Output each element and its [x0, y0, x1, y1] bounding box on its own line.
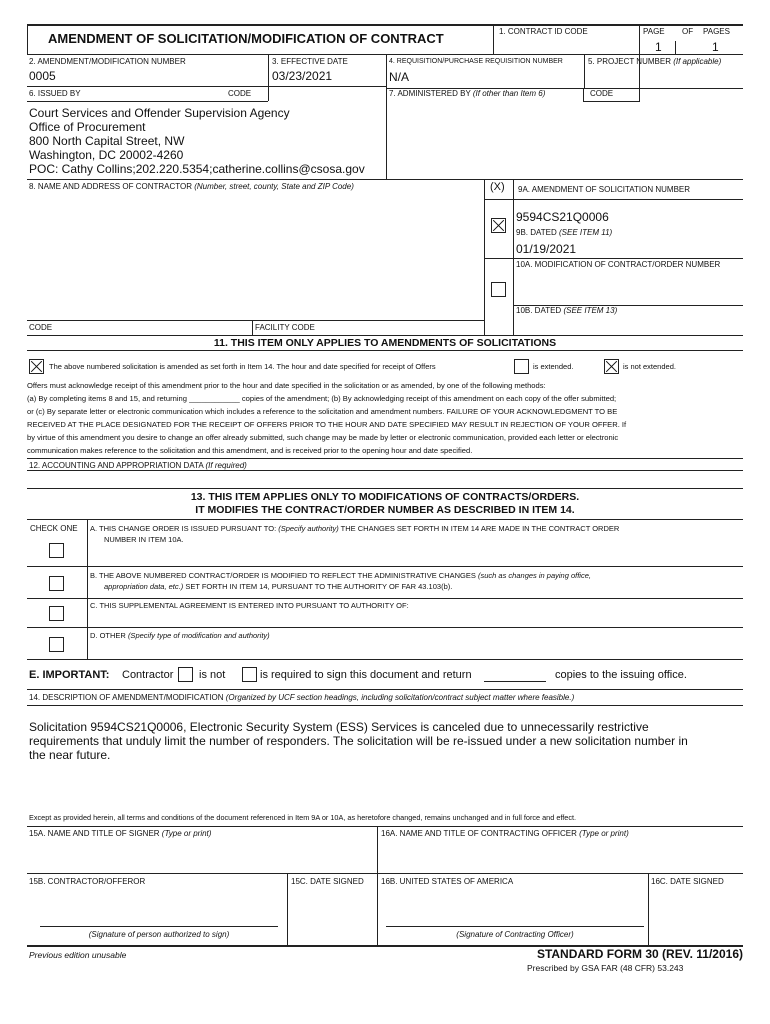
divider: [27, 335, 743, 336]
divider: [648, 873, 649, 946]
item-11-paragraph-line: or (c) By separate letter or electronic communication which includes a reference to the solicitation and amendment numbers. FAILURE OF YOUR ACKNOWLEDGMENT TO BE: [27, 407, 618, 416]
copies-blank[interactable]: [484, 681, 546, 682]
item-11-amended-checkbox[interactable]: [29, 359, 44, 374]
item-11-not-extended-checkbox[interactable]: [604, 359, 619, 374]
is-not-extended-label: is not extended.: [623, 362, 676, 371]
item-15c-label: 15C. DATE SIGNED: [291, 877, 364, 886]
item-16c-label: 16C. DATE SIGNED: [651, 877, 724, 886]
item-14-description-line: Solicitation 9594CS21Q0006, Electronic Security System (ESS) Services is canceled due to unnecessarily restrictive: [29, 720, 649, 734]
item-13a-checkbox[interactable]: [49, 543, 64, 558]
item-16a-label-note: (Type or print): [579, 829, 629, 838]
divider: [493, 24, 494, 54]
item-13b-text-3: SET FORTH IN ITEM 14, PURSUANT TO THE AUTHORITY OF FAR 43.103(b).: [185, 582, 453, 591]
issuer-line: Court Services and Offender Supervision Agency: [29, 106, 290, 120]
check-one-label: CHECK ONE: [30, 524, 78, 533]
item-15a-label: [29, 829, 211, 839]
divider: [27, 179, 743, 180]
divider: [27, 598, 743, 599]
item-11-paragraph-line: RECEIVED AT THE PLACE DESIGNATED FOR THE RECEIPT OF OFFERS PRIOR TO THE HOUR AND DATE SPECIFIED MAY RESULT IN REJECTION OF YOUR OFFER. If: [27, 420, 627, 429]
item-13c-text: C. THIS SUPPLEMENTAL AGREEMENT IS ENTERED INTO PURSUANT TO AUTHORITY OF:: [90, 601, 409, 610]
divider: [27, 566, 743, 567]
item-12-label: [29, 461, 247, 471]
divider: [583, 101, 639, 102]
divider: [513, 179, 514, 335]
item-9b-label-note: (SEE ITEM 11): [558, 228, 613, 237]
item-13b-text-2: appropriation data, etc.): [104, 582, 184, 591]
item-9b-value: 01/19/2021: [516, 242, 577, 256]
issuer-line: POC: Cathy Collins;202.220.5354;catherine.collins@csosa.gov: [29, 162, 365, 176]
prescribed-by: Prescribed by GSA FAR (48 CFR) 53.243: [527, 963, 684, 973]
issued-by-code-label: CODE: [228, 89, 252, 98]
divider: [27, 350, 743, 351]
form-border-top: [27, 24, 743, 26]
contractor-label-note: (Number, street, county, State and ZIP Code): [194, 182, 354, 191]
divider: [584, 54, 585, 88]
item-11-paragraph-line: by virtue of this amendment you desire to change an offer already submitted, such change may be made by letter or electronic communication, provided each letter or electronic: [27, 433, 619, 442]
form-border-left-top: [27, 24, 28, 54]
item-16b-label: 16B. UNITED STATES OF AMERICA: [381, 877, 514, 886]
item-14-description-line: the near future.: [29, 748, 111, 762]
item-11-paragraph-line: Offers must acknowledge receipt of this amendment prior to the hour and date specified in the solicitation or as amended, by one of the following methods:: [27, 381, 546, 390]
item-13a-text: [90, 524, 619, 534]
important-is-required-checkbox[interactable]: [242, 667, 257, 682]
divider: [386, 926, 644, 927]
item-10-checkbox[interactable]: [491, 282, 506, 297]
divider: [27, 519, 743, 520]
item-10b-label-note: (SEE ITEM 13): [563, 306, 618, 315]
item-14-description: [29, 720, 688, 762]
divider: [27, 659, 743, 660]
administered-by-label-note: (If other than Item 6): [472, 89, 546, 98]
item-13d-note: (Specify type of modification and authority): [127, 631, 270, 640]
divider: [27, 54, 743, 55]
item-13d-text: [90, 631, 270, 641]
divider: [386, 54, 387, 179]
item-12-label-text: 12. ACCOUNTING AND APPROPRIATION DATA: [29, 461, 204, 470]
divider: [675, 41, 676, 54]
item-14-label-note: (Organized by UCF section headings, including solicitation/contract subject matter where feasible.): [225, 693, 575, 702]
is-extended-label: is extended.: [533, 362, 574, 371]
divider: [27, 689, 743, 690]
amendment-number-label: 2. AMENDMENT/MODIFICATION NUMBER: [29, 57, 186, 66]
important-is-required: is required to sign this document and return: [260, 669, 472, 681]
item-10b-label: [516, 306, 617, 316]
item-14-description-line: requirements that unduly limit the number of responders. The solicitation will be re-issued under a new solicitation number in: [29, 734, 688, 748]
important-copies: copies to the issuing office.: [555, 669, 687, 681]
divider: [639, 24, 640, 88]
contract-id-label: 1. CONTRACT ID CODE: [499, 27, 588, 36]
important-contractor: Contractor: [122, 669, 174, 681]
contracting-officer-signature-caption: (Signature of Contracting Officer): [456, 930, 574, 939]
divider: [27, 320, 485, 321]
issuer-line: Washington, DC 20002-4260: [29, 148, 184, 162]
divider: [27, 873, 743, 874]
divider: [87, 519, 88, 659]
divider: [27, 101, 268, 102]
item-13b-text-line2: [104, 582, 452, 592]
item-15a-label-note: (Type or print): [161, 829, 212, 838]
item-9a-value: 9594CS21Q0006: [516, 210, 609, 224]
requisition-number-label: 4. REQUISITION/PURCHASE REQUISITION NUMBER: [389, 58, 563, 65]
item-11-extended-checkbox[interactable]: [514, 359, 529, 374]
administered-by-label-text: 7. ADMINISTERED BY: [389, 89, 471, 98]
project-number-label-note: (If applicable): [673, 57, 722, 66]
item-13b-note: (such as changes in paying office,: [478, 571, 591, 580]
contractor-signature-caption: (Signature of person authorized to sign): [88, 930, 230, 939]
divider: [27, 488, 743, 489]
divider: [484, 179, 485, 335]
divider: [287, 873, 288, 946]
divider: [27, 627, 743, 628]
issuer-line: 800 North Capital Street, NW: [29, 134, 185, 148]
requisition-number: N/A: [389, 70, 410, 84]
item-13b-text-1: B. THE ABOVE NUMBERED CONTRACT/ORDER IS MODIFIED TO REFLECT THE ADMINISTRATIVE CHANGES: [90, 571, 476, 580]
divider: [27, 86, 387, 87]
page-label: PAGE: [643, 27, 665, 36]
item-9b-label: [516, 228, 612, 238]
pages-count: 1: [712, 40, 719, 54]
project-number-label-text: 5. PROJECT NUMBER: [588, 57, 671, 66]
important-label: E. IMPORTANT:: [29, 669, 110, 681]
effective-date: 03/23/2021: [272, 69, 333, 83]
divider: [484, 258, 743, 259]
item-13-header-1: 13. THIS ITEM APPLIES ONLY TO MODIFICATIONS OF CONTRACTS/ORDERS.: [190, 491, 580, 503]
facility-code-label: FACILITY CODE: [255, 323, 315, 332]
item-14-label-text: 14. DESCRIPTION OF AMENDMENT/MODIFICATION: [29, 693, 224, 702]
form-title: AMENDMENT OF SOLICITATION/MODIFICATION OF CONTRACT: [48, 31, 444, 46]
item-13d-checkbox[interactable]: [49, 637, 64, 652]
item-12-label-note: (If required): [205, 461, 247, 470]
item-14-label: [29, 693, 574, 703]
item-11-paragraph: [27, 379, 743, 457]
item-13-header-2: IT MODIFIES THE CONTRACT/ORDER NUMBER AS DESCRIBED IN ITEM 14.: [195, 504, 575, 516]
item-9-checkbox[interactable]: [491, 218, 506, 233]
pages-label: PAGES: [703, 27, 730, 36]
divider: [27, 826, 743, 827]
item-13b-text: [90, 571, 591, 581]
divider: [27, 705, 743, 706]
item-13a-text-1: A. THIS CHANGE ORDER IS ISSUED PURSUANT TO:: [90, 524, 277, 533]
previous-edition: Previous edition unusable: [29, 950, 127, 960]
standard-form-label: STANDARD FORM 30 (REV. 11/2016): [536, 947, 743, 961]
item-16a-label-text: 16A. NAME AND TITLE OF CONTRACTING OFFICER: [381, 829, 577, 838]
item-11-header: 11. THIS ITEM ONLY APPLIES TO AMENDMENTS OF SOLICITATIONS: [213, 337, 557, 349]
administered-by-code-label: CODE: [590, 89, 614, 98]
item-15a-label-text: 15A. NAME AND TITLE OF SIGNER: [29, 829, 160, 838]
item-13d-text-1: D. OTHER: [90, 631, 126, 640]
item-13a-note: (Specify authority): [278, 524, 339, 533]
divider: [377, 826, 378, 946]
divider: [27, 458, 743, 459]
administered-by-label: [389, 89, 545, 99]
contractor-label-text: 8. NAME AND ADDRESS OF CONTRACTOR: [29, 182, 192, 191]
item-11-paragraph-line: (a) By completing items 8 and 15, and returning ____________ copies of the amendment; (b) By acknowledging receipt of this amendment on each copy of the offer submitted;: [27, 394, 617, 403]
divider: [40, 926, 278, 927]
divider: [484, 199, 743, 200]
item-13b-checkbox[interactable]: [49, 576, 64, 591]
important-is-not-checkbox[interactable]: [178, 667, 193, 682]
page-number: 1: [655, 40, 662, 54]
item-13a-text-2: THE CHANGES SET FORTH IN ITEM 14 ARE MADE IN THE CONTRACT ORDER: [340, 524, 620, 533]
except-text: Except as provided herein, all terms and conditions of the document referenced in Item 9A or 10A, as heretofore changed, remains unchanged and in full force and effect.: [29, 813, 577, 822]
divider: [639, 88, 640, 102]
of-label: OF: [682, 27, 694, 36]
amendment-number: 0005: [29, 69, 56, 83]
item-9b-label-text: 9B. DATED: [516, 228, 557, 237]
divider: [252, 320, 253, 335]
divider: [583, 88, 584, 102]
item-13a-text-3: NUMBER IN ITEM 10A.: [104, 535, 184, 544]
item-9a-label: 9A. AMENDMENT OF SOLICITATION NUMBER: [518, 185, 691, 194]
project-number-label: [588, 57, 721, 67]
divider: [268, 54, 269, 101]
contractor-code-label: CODE: [29, 323, 53, 332]
item-10a-label: 10A. MODIFICATION OF CONTRACT/ORDER NUMBER: [516, 260, 721, 269]
issued-by-label: 6. ISSUED BY: [29, 89, 81, 98]
issuer-line: Office of Procurement: [29, 120, 146, 134]
contractor-label: [29, 182, 354, 192]
item-16a-label: [381, 829, 629, 839]
important-is-not: is not: [199, 669, 226, 681]
item-10b-label-text: 10B. DATED: [516, 306, 562, 315]
item-13c-checkbox[interactable]: [49, 606, 64, 621]
item-15b-label: 15B. CONTRACTOR/OFFEROR: [29, 877, 146, 886]
item-11-paragraph-line: communication makes reference to the solicitation and this amendment, and is received prior to the opening hour and date specified.: [27, 446, 473, 455]
x-column-label: (X): [490, 181, 505, 193]
effective-date-label: 3. EFFECTIVE DATE: [272, 57, 348, 66]
item-11-line: The above numbered solicitation is amended as set forth in Item 14. The hour and date specified for receipt of Offers: [49, 362, 436, 371]
